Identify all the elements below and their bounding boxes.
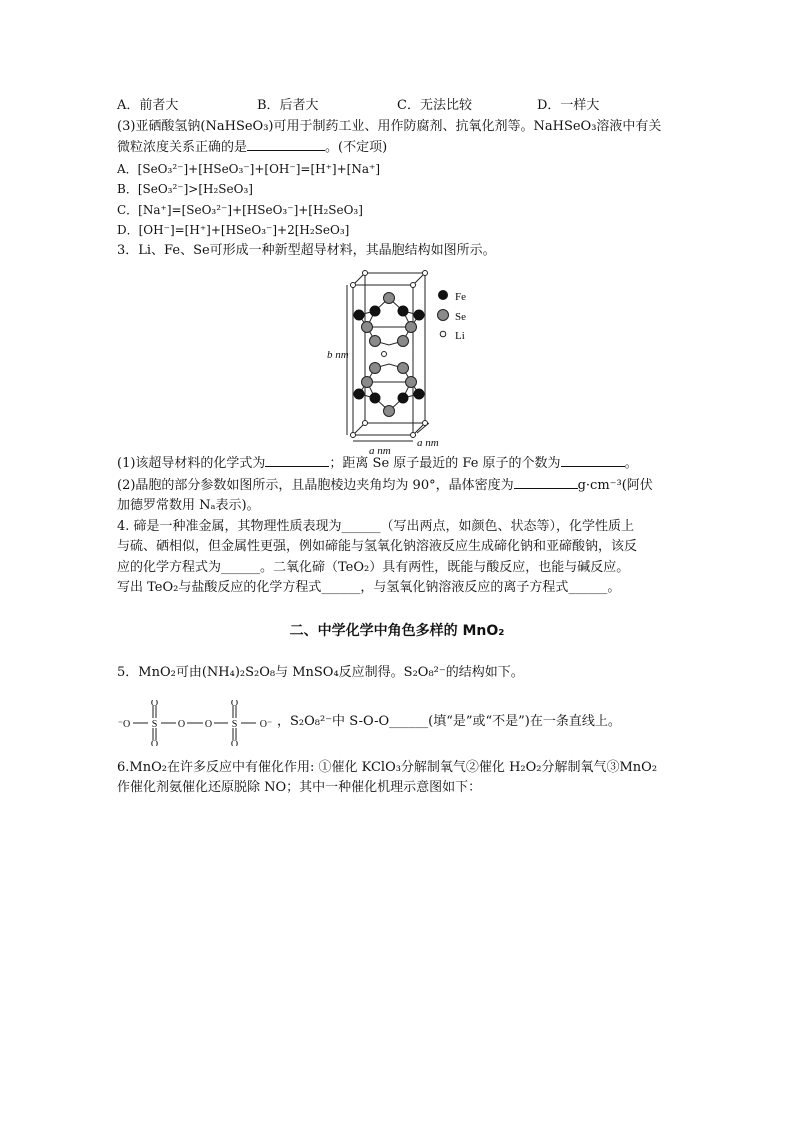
q5-question: ，S₂O₈²⁻中 S-O-O______(填“是”或“不是”)在一条直线上。 [277,714,621,730]
struct-s-1: S [151,718,158,730]
option-c: C．无法比较 [397,98,472,113]
struct-o-bridge-2: O [204,718,213,730]
document-page [117,96,677,799]
crystal-cell-diagram [117,265,677,453]
q3-intro: 3．Li、Fe、Se可形成一种新型超导材料，其晶胞结构如图所示。 [117,242,496,258]
q5-structure-row [117,700,677,746]
struct-o-minus-left: ⁻O [117,718,131,730]
q4-line3: 应的化学方程式为______。二氧化碲（TeO₂）具有两性，既能与酸反应，也能与碱反应。 [117,559,630,575]
label-a1: a nm [369,445,391,457]
legend-se: Se [455,311,466,323]
q3-part2: (2)晶胞的部分参数如图所示，且晶胞棱边夹角均为 90°，晶体密度为 g·cm⁻³(阿伏 [117,475,677,497]
q5-line1: 5．MnO₂可由(NH₄)₂S₂O₈与 MnSO₄反应制得。S₂O₈²⁻的结构如下。 [117,665,524,680]
q6-line1: 6.MnO₂在许多反应中有催化作用: ①催化 KClO₃分解制氧气②催化 H₂O₂分解制氧气③MnO₂ [117,759,658,775]
q4-line4: 写出 TeO₂与盐酸反应的化学方程式______，与氢氧化钠溶液反应的离子方程式______。 [117,580,621,595]
label-b: b nm [327,349,349,361]
legend-li: Li [455,330,465,342]
crystal-cell-figure [117,265,677,457]
legend-fe: Fe [455,291,466,303]
struct-o-bridge-1: O [177,718,186,730]
q2-3-option-b: B．[SeO₃²⁻]>[H₂SeO₃] [117,182,253,196]
q2-3-line2: 微粒浓度关系正确的是 。(不定项) [117,137,677,159]
struct-o-bottom-2: O [230,738,239,746]
persulfate-structure [117,700,277,746]
option-b: B．后者大 [257,98,319,113]
q2-3-option-c: C．[Na⁺]=[SeO₃²⁻]+[HSeO₃⁻]+[H₂SeO₃] [117,202,363,217]
answer-blank-count[interactable] [561,453,625,467]
q2-3-line1: (3)亚硒酸氢钠(NaHSeO₃)可用于制药工业、用作防腐剂、抗氧化剂等。NaHSeO₃溶液中有关 [117,118,662,134]
struct-o-top-2: O [230,699,239,709]
q4-line2: 与硫、硒相似，但金属性更强，例如碲能与氢氧化钠溶液反应生成碲化钠和亚碲酸钠，该反 [117,539,638,554]
q6-line2: 作催化剂氨催化还原脱除 NO；其中一种催化机理示意图如下： [117,780,482,795]
label-a2: a nm [417,437,439,449]
q4-line1: 4. 碲是一种准金属，其物理性质表现为______（写出两点，如颜色、状态等），化学性质上 [117,518,635,534]
section-title: 二、中学化学中角色多样的 MnO₂ [289,622,505,639]
q2-3-option-d: D．[OH⁻]=[H⁺]+[HSeO₃⁻]+2[H₂SeO₃] [117,223,350,237]
answer-blank-formula[interactable] [265,453,329,467]
option-a: A．前者大 [117,98,179,113]
option-d: D．一样大 [537,98,600,113]
struct-o-top-1: O [150,699,159,709]
struct-o-bottom-1: O [150,738,159,746]
q2-options [117,96,677,117]
q3-part2-line2: 加德罗常数用 Nₐ表示)。 [117,498,260,513]
struct-o-minus-right: O⁻ [259,718,273,730]
q3-part1: (1)该超导材料的化学式为 ；距离 Se 原子最近的 Fe 原子的个数为 。 [117,453,677,475]
struct-s-2: S [231,718,238,730]
answer-blank-density[interactable] [514,475,578,489]
q2-3-option-a: A．[SeO₃²⁻]+[HSeO₃⁻]+[OH⁻]=[H⁺]+[Na⁺] [117,161,381,176]
answer-blank[interactable] [247,137,325,151]
